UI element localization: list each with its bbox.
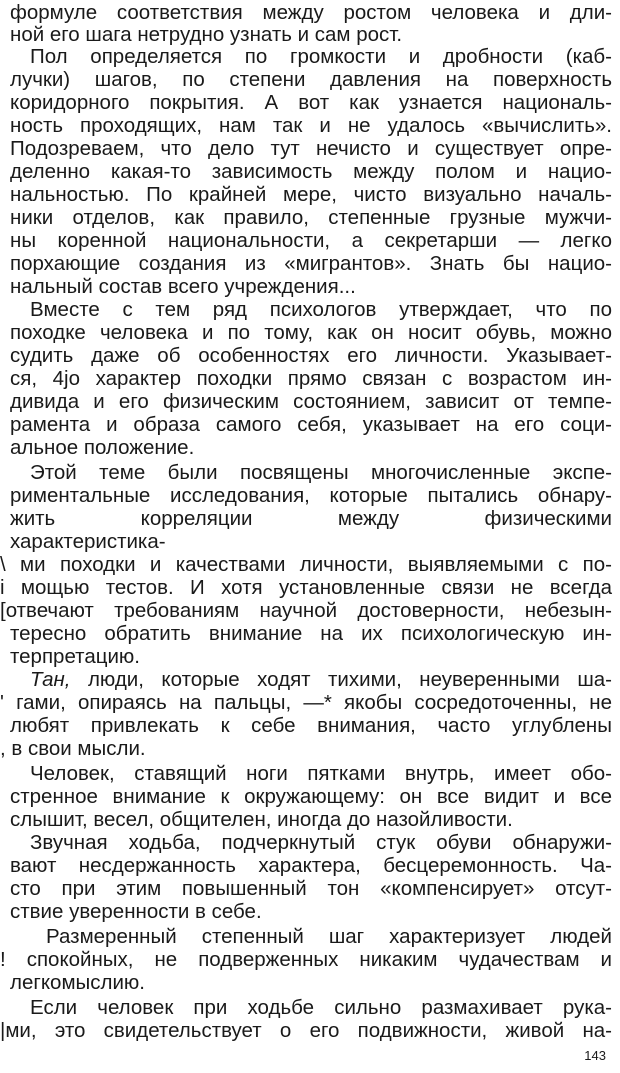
text-line: ность проходящих, нам так и не удалось «вычислить». — [10, 114, 612, 137]
text-line: лучки) шагов, по степени давления на поверхность — [10, 68, 612, 91]
text-line: ! спокойных, не подверженных никаким чудачествам и — [0, 948, 612, 971]
text-line: i мощью тестов. И хотя установленные связи не всегда — [0, 576, 612, 599]
text-line: Размеренный степенный шаг характеризует людей — [46, 925, 612, 948]
text-line: , в свои мысли. — [0, 737, 146, 760]
text-line: порхающие создания из «мигрантов». Знать бы нацио- — [10, 252, 612, 275]
text-line: ники отделов, как правило, степенные грузные мужчи- — [10, 206, 612, 229]
text-line: рамента и образа самого себя, указывает на его соци- — [10, 413, 612, 436]
text-line: Звучная ходьба, подчеркнутый стук обуви обнаружи- — [30, 831, 612, 854]
text-line: вают несдержанность характера, бесцеремонность. Ча- — [10, 854, 612, 877]
text-line: Если человек при ходьбе сильно размахивает рука- — [30, 996, 612, 1019]
text-line: стренное внимание к окружающему: он все видит и все — [10, 785, 612, 808]
text-line: ны коренной национальности, а секретарши — легко — [10, 229, 612, 252]
text-line: тересно обратить внимание на их психологическую ин- — [10, 622, 612, 645]
text-line: слышит, весел, общителен, иногда до назойливости. — [10, 808, 513, 831]
text-line: Этой теме были посвящены многочисленные экспе- — [30, 461, 612, 484]
text-line: Подозреваем, что дело тут нечисто и существует опре- — [10, 137, 612, 160]
text-line: [отвечают требованиям научной достоверности, небезын- — [0, 599, 612, 622]
text-line: дивида и его физическим состоянием, зависит от темпе- — [10, 390, 612, 413]
text-line: любят привлекать к себе внимания, часто углублены — [10, 714, 612, 737]
text-line: |ми, это свидетельствует о его подвижности, живой на- — [0, 1019, 612, 1042]
text-line: Пол определяется по громкости и дробности (каб- — [30, 45, 612, 68]
text-line: походке человека и по тому, как он носит обувь, можно — [10, 321, 612, 344]
page-number: 143 — [584, 1048, 606, 1063]
text-line: риментальные исследования, которые пытались обнару- — [10, 484, 612, 507]
text-line: характеристика- — [10, 530, 166, 553]
text-line: жить корреляции между физическими — [10, 507, 612, 530]
text-line: альное положение. — [10, 436, 195, 459]
text-line: Вместе с тем ряд психологов утверждает, что по — [30, 298, 612, 321]
text-line: легкомыслию. — [10, 971, 146, 994]
text-line: ся, 4jо характер походки прямо связан с возрастом ин- — [10, 367, 612, 390]
text-line: ' гами, опираясь на пальцы, —* якобы сосредоточенны, не — [0, 691, 612, 714]
text-line: нальный состав всего учреждения... — [10, 275, 356, 298]
italic-word: Тан, — [30, 668, 71, 691]
text-line: сто при этим повышенный тон «компенсирует» отсут- — [10, 877, 612, 900]
text-line: ствие уверенности в себе. — [10, 900, 262, 923]
text-line: формуле соответствия между ростом человека и дли- — [10, 1, 612, 24]
text-line: нальностью. По крайней мере, чисто визуально началь- — [10, 183, 612, 206]
text-line: Человек, ставящий ноги пятками внутрь, имеет обо- — [30, 762, 612, 785]
text-line: терпретацию. — [10, 645, 141, 668]
text-line: \ ми походки и качествами личности, выявляемыми с по- — [0, 553, 612, 576]
text-line-rest: люди, которые ходят тихими, неуверенными ша- — [87, 668, 612, 691]
text-line: судить даже об особенностях его личности. Указывает- — [10, 344, 612, 367]
text-line: коридорного покрытия. А вот как узнается националь- — [10, 91, 612, 114]
text-line: ной его шага нетрудно узнать и сам рост. — [10, 23, 403, 46]
text-line: деленно какая-то зависимость между полом и нацио- — [10, 160, 612, 183]
